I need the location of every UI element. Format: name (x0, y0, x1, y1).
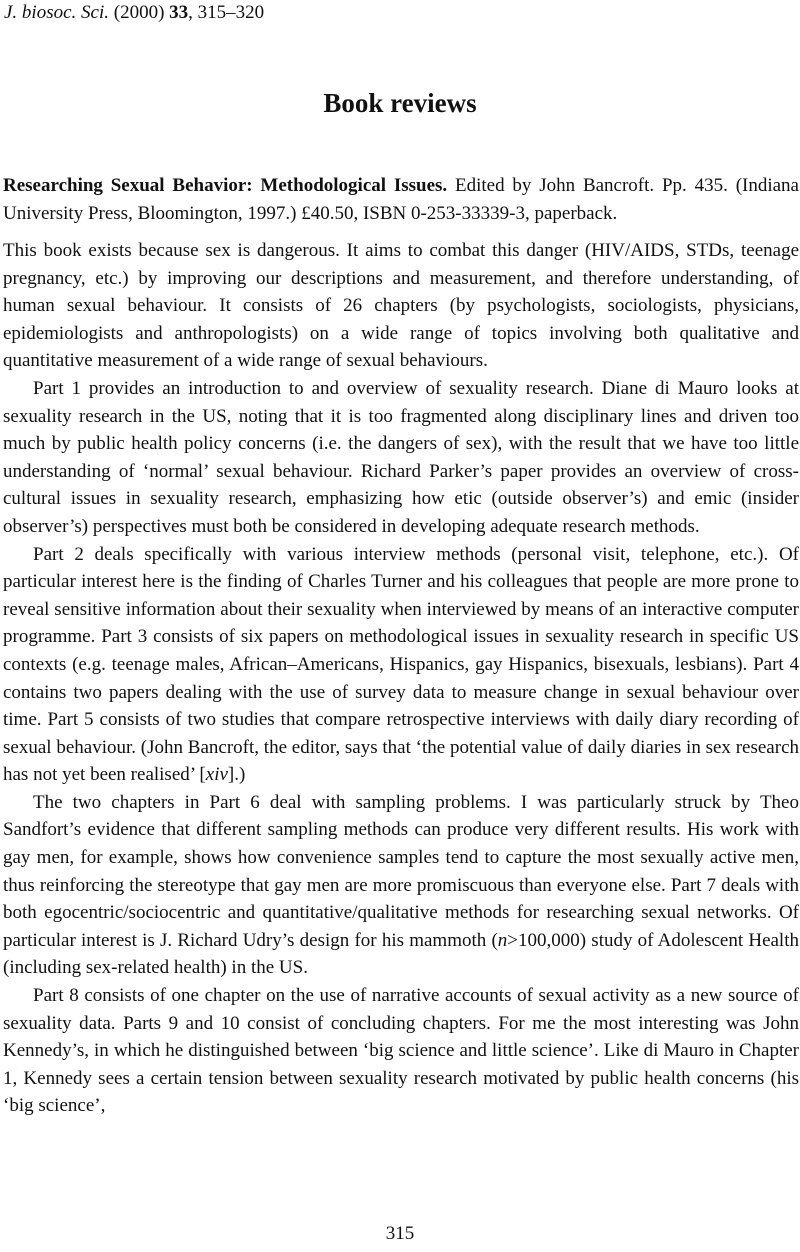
review-paragraph-3 (3, 541, 799, 789)
page-number: 315 (385, 1223, 415, 1244)
review-paragraph-4 (3, 789, 799, 982)
book-title: Researching Sexual Behavior: Methodological Issues. (3, 175, 448, 196)
journal-year: (2000) (113, 2, 165, 23)
book-reference (3, 172, 799, 227)
review-paragraph-2: Part 1 provides an introduction to and overview of sexuality research. Diane di Mauro looks at sexuality research in the US, noting that it is too fragmented along disciplinary lines and driven too much by public health policy concerns (i.e. the dangers of sex), with the result that we have too little understanding of ‘normal’ sexual behaviour. Richard Parker’s paper provides an overview of cross-cultural issues in sexuality research, emphasizing how etic (outside observer’s) and emic (insider observer’s) perspectives must both be considered in developing adequate research methods. (3, 377, 799, 537)
review-body (3, 237, 799, 1120)
book-details: Edited by John Bancroft. Pp. 435. (Indiana University Press, Bloomington, 1997.) £40.50, ISBN 0-253-33339-3, paperback. (3, 175, 799, 224)
paragraph-3-text: Part 2 deals specifically with various interview methods (personal visit, telephone, etc.). Of particular interest here is the finding of Charles Turner and his colleagues that people are more prone to reveal sensitive information about their sexuality when interviewed by means of an interactive computer programme. Part 3 consists of six papers on methodological issues in sexuality research in specific US contexts (e.g. teenage males, African–Americans, Hispanics, gay Hispanics, bisexuals, lesbians). Part 4 contains two papers dealing with the use of survey data to measure change in sexual behaviour over time. Part 5 consists of two studies that compare retrospective interviews with daily diary recording of sexual behaviour. (John Bancroft, the editor, says that ‘the potential value of daily diaries in sex research has not yet been realised’ [ (3, 543, 799, 786)
paragraph-3-italic: xiv (205, 764, 228, 786)
journal-name: J. biosoc. Sci. (4, 2, 110, 23)
review-paragraph-5: Part 8 consists of one chapter on the use of narrative accounts of sexual activity as a new source of sexuality data. Parts 9 and 10 consist of concluding chapters. For me the most interesting was John Kennedy’s, in which he distinguished between ‘big science and little science’. Like di Mauro in Chapter 1, Kennedy sees a certain tension between sexuality research motivated by public health concerns (his ‘big science’, (3, 985, 799, 1117)
section-title: Book reviews (323, 88, 477, 118)
review-paragraph-1: This book exists because sex is dangerous. It aims to combat this danger (HIV/AIDS, STDs, teenage pregnancy, etc.) by improving our descriptions and measurement, and therefore understanding, of human sexual behaviour. It consists of 26 chapters (by psychologists, sociologists, physicians, epidemiologists and anthropologists) on a wide range of topics involving both qualitative and quantitative measurement of a wide range of sexual behaviours. (3, 240, 799, 372)
journal-pages: 315–320 (197, 2, 265, 23)
paragraph-4-text: The two chapters in Part 6 deal with sampling problems. I was particularly struck by Theo Sandfort’s evidence that different sampling methods can produce very different results. His work with gay men, for example, shows how convenience samples tend to capture the most sexually active men, thus reinforcing the stereotype that gay men are more promiscuous than everyone else. Part 7 deals with both egocentric/sociocentric and quantitative/qualitative methods for researching sexual networks. Of particular interest is J. Richard Udry’s design for his mammoth ( (3, 791, 799, 951)
running-head: J. biosoc. Sci. (2000) 33, 315–320 (4, 2, 265, 23)
paragraph-4-tail: >100,000) study of Adolescent Health (including sex-related health) in the US. (3, 929, 799, 979)
journal-volume: 33 (169, 2, 189, 23)
book-review (3, 172, 799, 1120)
paragraph-4-italic: n (497, 929, 508, 951)
paragraph-3-tail: ].) (227, 764, 246, 786)
